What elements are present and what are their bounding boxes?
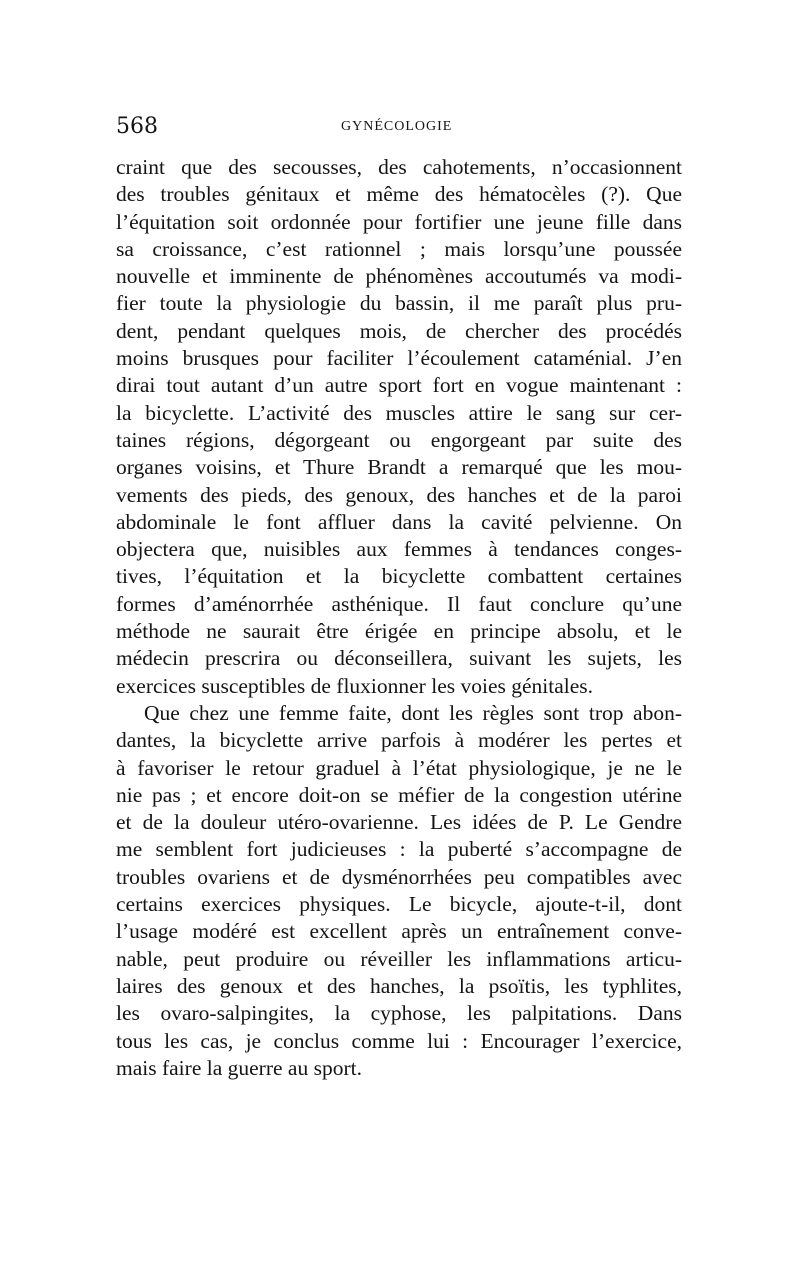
text-line: Que chez une femme faite, dont les règles sont trop abon- <box>144 700 682 725</box>
text-line: dirai tout autant d’un autre sport fort en vogue maintenant : <box>116 373 682 398</box>
text-line: les ovaro-salpingites, la cyphose, les palpitations. Dans <box>116 1001 682 1026</box>
body-text <box>116 154 682 1082</box>
text-line: mais faire la guerre au sport. <box>116 1055 362 1080</box>
running-title: GYNÉCOLOGIE <box>341 119 453 134</box>
text-line: méthode ne saurait être érigée en principe absolu, et le <box>116 619 682 644</box>
text-line: taines régions, dégorgeant ou engorgeant par suite des <box>116 427 682 452</box>
text-line: tives, l’équitation et la bicyclette combattent certaines <box>116 564 682 589</box>
text-line: me semblent fort judicieuses : la puberté s’accompagne de <box>116 837 682 862</box>
text-line: nie pas ; et encore doit-on se méfier de la congestion utérine <box>116 782 682 807</box>
text-line: médecin prescrira ou déconseillera, suivant les sujets, les <box>116 646 682 671</box>
text-line: nouvelle et imminente de phénomènes accoutumés va modi- <box>116 264 682 289</box>
text-line: objectera que, nuisibles aux femmes à tendances conges- <box>116 537 682 562</box>
text-line: à favoriser le retour graduel à l’état physiologique, je ne le <box>116 755 682 780</box>
text-line: fier toute la physiologie du bassin, il me paraît plus pru- <box>116 291 682 316</box>
text-line: tous les cas, je conclus comme lui : Encourager l’exercice, <box>116 1028 682 1053</box>
text-line: moins brusques pour faciliter l’écoulement cataménial. J’en <box>116 346 682 371</box>
text-line: troubles ovariens et de dysménorrhées peu compatibles avec <box>116 864 682 889</box>
page-header <box>116 112 684 142</box>
text-line: craint que des secousses, des cahotements, n’occasionnent <box>116 155 682 179</box>
text-line: l’usage modéré est excellent après un entraînement conve- <box>116 919 682 944</box>
text-line: vements des pieds, des genoux, des hanches et de la paroi <box>116 482 682 507</box>
text-line: des troubles génitaux et même des hématocèles (?). Que <box>116 182 682 207</box>
text-line: abdominale le font affluer dans la cavité pelvienne. On <box>116 509 682 534</box>
text-line: dantes, la bicyclette arrive parfois à modérer les pertes et <box>116 728 682 753</box>
text-line: dent, pendant quelques mois, de chercher des procédés <box>116 318 682 343</box>
text-line: nable, peut produire ou réveiller les inflammations articu- <box>116 946 682 971</box>
text-line: laires des genoux et des hanches, la psoïtis, les typhlites, <box>116 973 682 998</box>
text-line: organes voisins, et Thure Brandt a remarqué que les mou- <box>116 455 682 480</box>
page-number: 568 <box>116 114 158 139</box>
text-line: et de la douleur utéro-ovarienne. Les idées de P. Le Gendre <box>116 810 682 835</box>
text-line: formes d’aménorrhée asthénique. Il faut conclure qu’une <box>116 591 682 616</box>
text-line: sa croissance, c’est rationnel ; mais lorsqu’une poussée <box>116 236 682 261</box>
text-line: la bicyclette. L’activité des muscles attire le sang sur cer- <box>116 400 682 425</box>
text-line: exercices susceptibles de fluxionner les voies génitales. <box>116 673 594 698</box>
text-line: certains exercices physiques. Le bicycle, ajoute-t-il, dont <box>116 892 682 917</box>
text-line: l’équitation soit ordonnée pour fortifier une jeune fille dans <box>116 209 682 234</box>
